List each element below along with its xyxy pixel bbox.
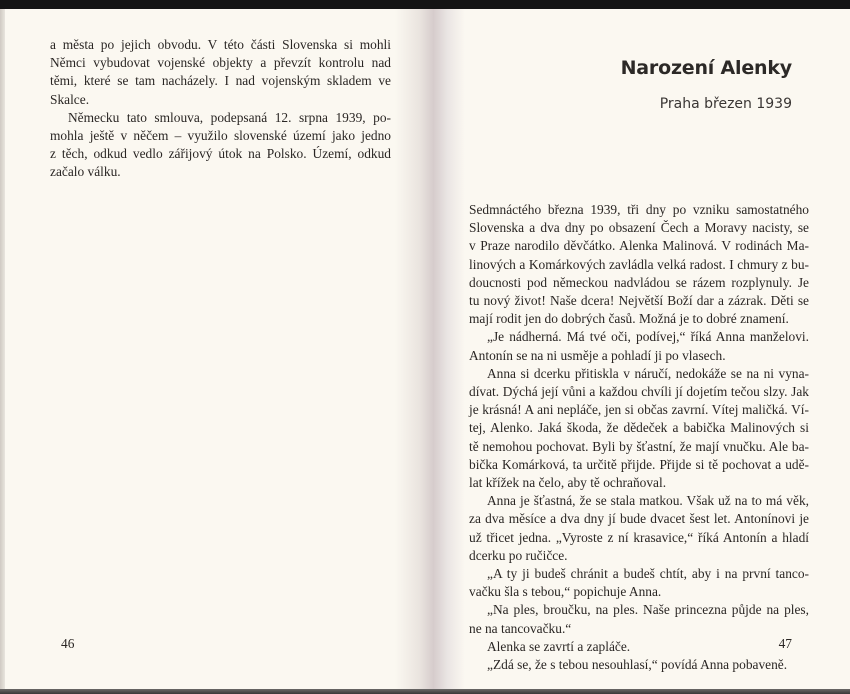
text-line: je krásná! A ani nepláče, jen si občas zavrní. Vítej maličká. Ví-: [469, 402, 809, 418]
text-line: Skalce.: [50, 91, 90, 107]
left-page-body: [50, 36, 391, 182]
text-line: mohla ještě v něčem – využilo slovenské území jako jedno: [50, 128, 391, 144]
text-line: lat křížek na čelo, aby tě ochraňoval.: [469, 475, 667, 491]
text-line: „Zdá se, že s tebou nesouhlasí,“ povídá Anna pobaveně.: [487, 657, 788, 673]
text-line: začalo válku.: [50, 164, 121, 180]
text-line: ne na tancovačku.“: [469, 620, 572, 636]
left-page-number: 46: [61, 636, 75, 651]
chapter-subtitle: Praha březen 1939: [659, 96, 792, 112]
text-line: za dva měsíce a dva dny jí bude dvacet šest let. Antonínovi je: [469, 511, 809, 527]
text-line: bička Komárková, ta určitě přijde. Přijde si tě pochovat a udě-: [469, 456, 809, 472]
left-page: [0, 9, 425, 689]
text-line: Anna je šťastná, že se stala matkou. Však už na to má věk,: [487, 493, 809, 509]
text-line: Anna si dcerku přitiskla v náručí, nedokáže se na ni vyna-: [487, 365, 809, 381]
text-line: tu nový život! Naše dcera! Největší Boží dar a zázrak. Děti se: [469, 293, 809, 309]
book-gutter: [395, 9, 465, 689]
right-page: [425, 9, 850, 689]
text-line: mají rodit jen do dobrých časů. Možná je to dobré znamení.: [469, 311, 789, 327]
text-line: „Na ples, broučku, na ples. Naše princezna půjde na ples,: [487, 602, 809, 618]
text-line: z těch, odkud vedlo zářijový útok na Polsko. Území, odkud: [50, 146, 391, 162]
text-line: už třicet jedna. „Vyroste z ní krasavice,“ říká Antonín a hladí: [469, 529, 809, 545]
text-line: Alenka se zavrtí a zapláče.: [487, 638, 631, 654]
text-line: tě nemohou pochovat. Byli by šťastní, že mají vnučku. Ale ba-: [469, 438, 809, 454]
scan-bottom-edge: [0, 689, 850, 694]
text-line: těmi, které se tam nacházely. I nad vojenským skladem ve: [50, 73, 391, 89]
text-line: v Praze narodilo děvčátko. Alenka Malinová. V rodinách Ma-: [469, 238, 809, 254]
text-line: Antonín se na ni usměje a pohladí ji po vlasech.: [469, 347, 726, 363]
right-page-body: [469, 201, 809, 674]
text-line: vačku šla s tebou,“ popichuje Anna.: [469, 584, 662, 600]
text-line: „A ty ji budeš chránit a budeš chtít, aby i na první tanco-: [487, 566, 809, 582]
text-line: doucnosti pod německou nadvládou se rázem rozplynuly. Je: [469, 274, 809, 290]
text-line: linových a Komárkových zavládla velká radost. I chmury z bu-: [469, 256, 809, 272]
text-line: a města po jejich obvodu. V této části Slovenska si mohli: [50, 37, 391, 52]
text-line: „Je nádherná. Má tvé oči, podívej,“ říká Anna manželovi.: [487, 329, 809, 345]
text-line: Němci vybudovat vojenské objekty a převzít kontrolu nad: [50, 55, 391, 71]
text-line: tej, Alenko. Jaká škoda, že dědeček a babička Malinových si: [469, 420, 809, 436]
text-line: dcerku po ručičce.: [469, 547, 568, 563]
text-line: dívat. Dýchá její vůni a každou chvíli jí dojetím tečou slzy. Jak: [469, 384, 809, 400]
text-line: Německu tato smlouva, podepsaná 12. srpna 1939, po-: [68, 109, 391, 125]
chapter-title: Narození Alenky: [620, 57, 792, 79]
text-line: Slovenska a dva dny po obsazení Čech a Moravy nacisty, se: [469, 220, 809, 236]
right-page-number: 47: [778, 636, 792, 651]
text-line: Sedmnáctého března 1939, tři dny po vzniku samostatného: [469, 202, 809, 217]
book-spread: [0, 9, 850, 689]
